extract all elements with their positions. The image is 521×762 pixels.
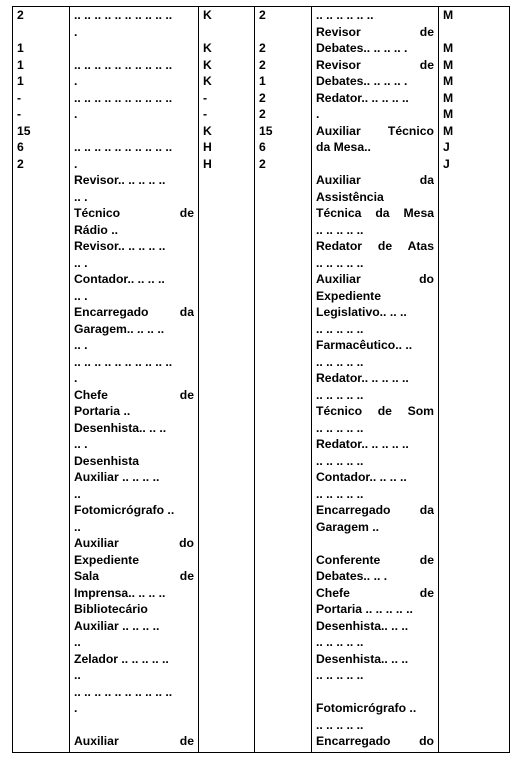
cell-line: Assistência (316, 189, 384, 204)
cell-line: .. .. .. .. .. (316, 387, 364, 402)
cell-line: . (74, 24, 78, 39)
cell-line: K (203, 57, 212, 72)
cell-line: K (203, 41, 212, 55)
cell-line: .. .. .. .. .. (316, 453, 364, 468)
cell-line: . (74, 156, 78, 171)
cell-line: Debates.. .. .. .. . (316, 74, 408, 88)
cell-line: - (17, 107, 22, 121)
cell-line: 2 (259, 90, 266, 105)
cell-line: . (74, 107, 78, 121)
cell-line: Garagem .. (316, 519, 379, 534)
cell-line: M (443, 8, 454, 22)
cell-line: J (443, 156, 450, 171)
cell-line: Fotomicrógrafo .. (316, 701, 417, 715)
cell-line: - (203, 107, 208, 121)
cell-line: .. .. .. .. .. (316, 486, 364, 501)
cell-line (74, 123, 194, 140)
positions-column-right (312, 7, 439, 753)
cell-line: .. . (74, 437, 88, 451)
cell-line: Auxiliar da (316, 173, 434, 187)
positions-column-left (70, 7, 199, 753)
cell-line: .. .. .. .. .. .. (316, 8, 374, 22)
cell-line: .. .. .. .. .. .. .. .. .. .. (74, 8, 173, 22)
cell-line: Revisor.. .. .. .. .. (74, 173, 166, 187)
cell-line: - (203, 90, 208, 105)
cell-line: .. .. .. .. .. (316, 255, 364, 270)
cell-line: .. . (74, 288, 88, 303)
cell-line: .. .. .. .. .. (316, 420, 364, 435)
cell-line: Redator.. .. .. .. .. (316, 437, 409, 451)
cell-line: .. (74, 519, 81, 534)
cell-line: .. .. .. .. .. (316, 668, 364, 682)
cell-line: Redator.. .. .. .. .. (316, 90, 409, 105)
cell-line: Imprensa.. .. .. .. (74, 585, 166, 600)
cell-line: .. (74, 486, 81, 501)
cell-line: .. . (74, 189, 88, 204)
cell-line: Chefe de (74, 387, 194, 402)
cell-line: K (203, 8, 212, 22)
cell-line (259, 24, 307, 41)
cell-line: .. . (74, 338, 88, 352)
cell-line: Redator de Atas (316, 239, 434, 253)
cell-line: Rádio .. (74, 222, 119, 237)
cell-line: M (443, 57, 454, 72)
cell-line: K (203, 74, 212, 88)
cell-line: - (17, 90, 22, 105)
cell-line: Farmacêutico.. .. (316, 338, 413, 352)
cell-line: 6 (259, 140, 266, 154)
quantity-column-right (255, 7, 312, 753)
cell-line: Bibliotecário (74, 602, 148, 616)
cell-line: Garagem.. .. .. .. (74, 321, 165, 336)
cell-line: Chefe de (316, 585, 434, 600)
cell-line: .. .. .. .. .. .. .. .. .. .. (74, 354, 173, 369)
cell-line: Auxiliar do (74, 536, 194, 550)
cell-line: Desenhista.. .. .. (316, 618, 409, 633)
cell-line: K (203, 123, 212, 138)
cell-line: . (74, 371, 78, 385)
cell-line: Fotomicrógrafo .. (74, 503, 175, 517)
cell-line: Revisor de (316, 57, 434, 72)
cell-line: Desenhista.. .. .. (316, 651, 409, 666)
cell-line: .. .. .. .. .. (316, 635, 364, 649)
cell-line (316, 156, 434, 173)
cell-line: .. .. .. .. .. (316, 717, 364, 732)
cell-line: 1 (17, 57, 24, 72)
cell-line: 1 (17, 74, 24, 88)
cell-line: 2 (17, 8, 24, 22)
cell-line: Revisor de (316, 24, 434, 39)
cell-line (203, 24, 250, 41)
cell-line (443, 24, 505, 41)
cell-line: M (443, 90, 454, 105)
cell-line: Desenhista (74, 453, 140, 468)
cell-line: H (203, 156, 212, 171)
cell-line: Auxiliar de (74, 734, 194, 748)
cell-line: M (443, 123, 454, 138)
cell-line: 1 (259, 74, 266, 88)
staff-table (12, 6, 510, 753)
cell-line: Conferente de (316, 552, 434, 567)
cell-line: Auxiliar .. .. .. .. (74, 470, 160, 484)
cell-line: Técnico de (74, 206, 194, 220)
cell-line: .. .. .. .. .. (316, 222, 364, 237)
cell-line: Auxiliar Técnico (316, 123, 434, 138)
cell-line: 15 (259, 123, 273, 138)
cell-line: Zelador .. .. .. .. .. (74, 651, 169, 666)
cell-line: Portaria .. .. .. .. .. (316, 602, 413, 616)
cell-line: Encarregado da (316, 503, 434, 517)
cell-line: 1 (17, 41, 24, 55)
cell-line: Legislativo.. .. .. (316, 305, 407, 319)
cell-line: 2 (259, 107, 266, 121)
quantity-column (13, 7, 70, 753)
cell-line: 15 (17, 123, 31, 138)
cell-line: Debates.. .. . (316, 569, 388, 583)
cell-line: .. .. .. .. .. .. .. .. .. .. (74, 57, 173, 72)
cell-line: 2 (17, 156, 24, 171)
cell-line: . (74, 74, 78, 88)
cell-line: 6 (17, 140, 24, 154)
cell-line: .. (74, 635, 81, 649)
cell-line: 2 (259, 57, 266, 72)
cell-line: J (443, 140, 450, 154)
cell-line: Técnica da Mesa (316, 206, 434, 220)
cell-line: Redator.. .. .. .. .. (316, 371, 409, 385)
cell-line: Contador.. .. .. .. (74, 272, 165, 286)
cell-line: Auxiliar do (316, 272, 434, 286)
cell-line: Expediente (74, 552, 140, 567)
cell-line: Debates.. .. .. .. . (316, 41, 408, 55)
cell-line: Desenhista.. .. .. (74, 420, 167, 435)
cell-line: M (443, 74, 454, 88)
cell-line (316, 684, 434, 701)
cell-line: . (316, 107, 320, 121)
cell-line: M (443, 107, 454, 121)
cell-line: Encarregado do (316, 734, 434, 748)
cell-line: Auxiliar .. .. .. .. (74, 618, 160, 633)
cell-line: . (74, 701, 78, 715)
cell-line: .. (74, 668, 81, 682)
cell-line: Revisor.. .. .. .. .. (74, 239, 166, 253)
table-row (13, 7, 510, 753)
cell-line: Técnico de Som (316, 404, 434, 418)
cell-line: Sala de (74, 569, 194, 583)
cell-line: .. .. .. .. .. .. .. .. .. .. (74, 90, 173, 105)
cell-line: .. .. .. .. .. (316, 354, 364, 369)
cell-line: 2 (259, 41, 266, 55)
level-column-right (439, 7, 510, 753)
cell-line: M (443, 41, 454, 55)
cell-line: .. .. .. .. .. .. .. .. .. .. (74, 140, 173, 154)
cell-line: .. . (74, 255, 88, 270)
cell-line: Expediente (316, 288, 382, 303)
level-column-left (199, 7, 255, 753)
cell-line: Contador.. .. .. .. (316, 470, 407, 484)
cell-line: Encarregado da (74, 305, 194, 319)
cell-line: .. .. .. .. .. (316, 321, 364, 336)
cell-line (74, 40, 194, 57)
cell-line: .. .. .. .. .. .. .. .. .. .. (74, 684, 173, 699)
cell-line: da Mesa.. (316, 140, 371, 154)
cell-line (74, 717, 194, 734)
cell-line: 2 (259, 156, 266, 171)
cell-line: 2 (259, 8, 266, 22)
cell-line: Portaria .. (74, 404, 131, 418)
cell-line (316, 535, 434, 552)
cell-line: H (203, 140, 212, 154)
cell-line (17, 24, 65, 41)
